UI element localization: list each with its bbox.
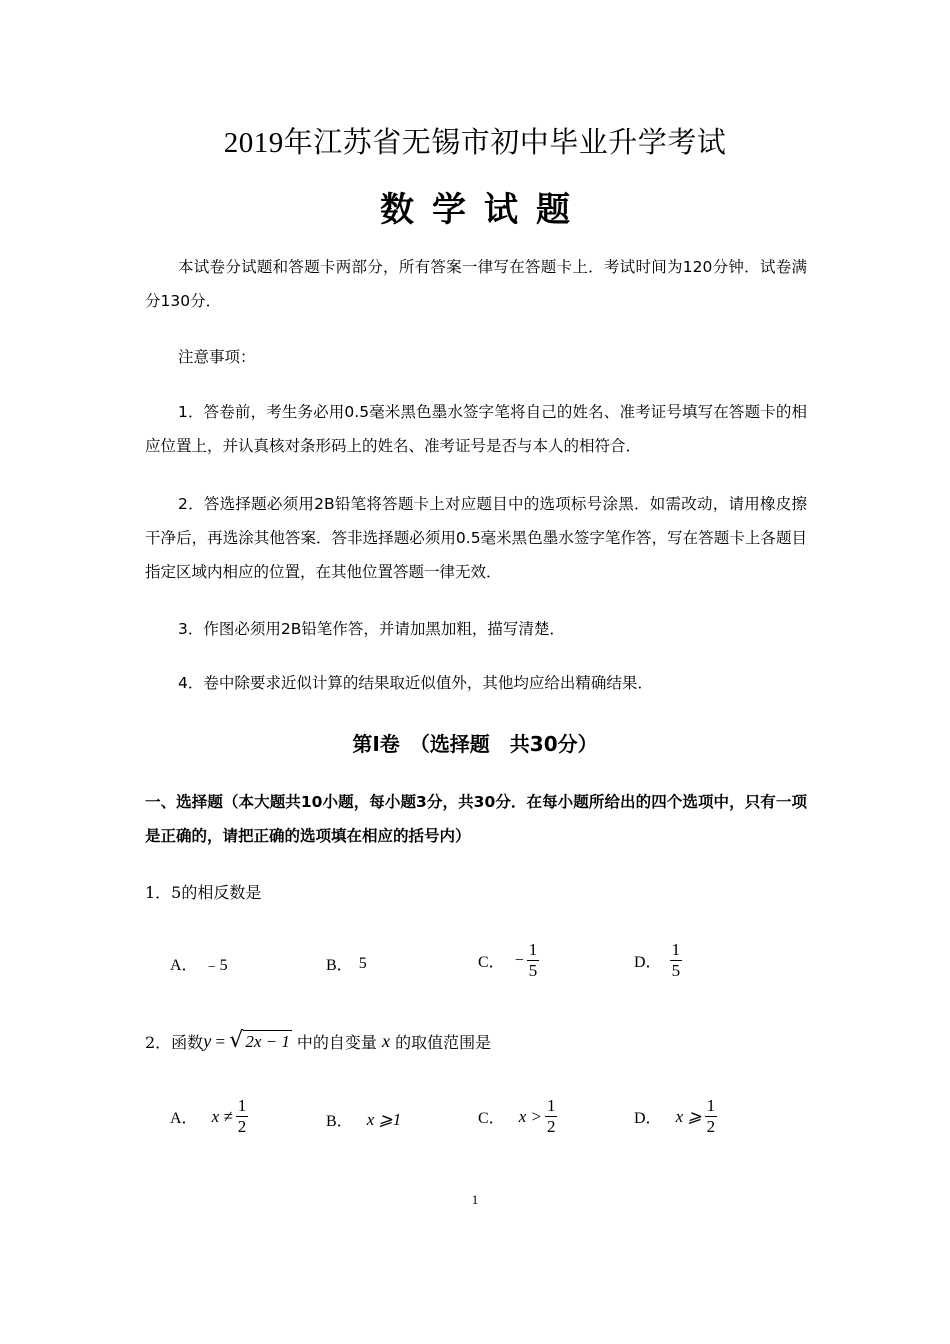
question-1-stem: 1．5的相反数是 (145, 883, 262, 902)
q2-eq: = (211, 1031, 230, 1051)
q2-option-b-expr: x ⩾1 (366, 1109, 402, 1129)
exam-title: 2019年江苏省无锡市初中毕业升学考试 (223, 127, 727, 159)
q1-option-b-value: 5 (358, 954, 367, 972)
q2-option-a-numerator: 1 (237, 1096, 247, 1115)
q1-option-c-numerator: 1 (528, 940, 538, 959)
notice-item-1: 1．答卷前，考生务必用0.5毫米黑色墨水签字笔将自己的姓名、准考证号填写在答题卡的相应位置上，并认真核对条形码上的姓名、准考证号是否与本人的相符合． (145, 403, 807, 455)
q1-option-d-numerator: 1 (671, 940, 681, 959)
q2-option-d-fraction (705, 1096, 718, 1137)
q1-option-b (326, 952, 367, 975)
notice-item-4: 4．卷中除要求近似计算的结果取近似值外，其他均应给出精确结果． (178, 674, 653, 692)
notice-label: 注意事项： (178, 348, 256, 366)
q2-option-a-fraction (236, 1096, 249, 1137)
q1-option-c-label: C． (478, 954, 505, 971)
q2-option-c-expr: x > (518, 1106, 542, 1126)
q1-option-c-sign: − (514, 951, 524, 969)
q2-option-d-denominator: 2 (706, 1117, 716, 1136)
q2-suffix: 的取值范围是 (390, 1033, 492, 1052)
q1-option-d-fraction (670, 940, 683, 981)
q2-option-a (170, 1096, 248, 1137)
notice-item-3: 3．作图必须用2B铅笔作答，并请加黑加粗，描写清楚． (178, 620, 565, 638)
q2-y: y (203, 1031, 212, 1051)
q2-option-b (326, 1108, 401, 1131)
part1-heading (145, 785, 807, 853)
q2-middle: 中的自变量 (291, 1033, 383, 1052)
q2-option-a-label: A． (170, 1110, 198, 1127)
q2-radicand: 2x − 1 (245, 1032, 290, 1051)
q2-option-a-denominator: 2 (237, 1117, 247, 1136)
intro-paragraph: 本试卷分试题和答题卡两部分，所有答案一律写在答题卡上．考试时间为120分钟．试卷满分130分． (145, 258, 807, 310)
question-2-stem (145, 1030, 491, 1053)
notice-item-2: 2．答选择题必须用2B铅笔将答题卡上对应题目中的选项标号涂黑．如需改动，请用橡皮擦干净后，再选涂其他答案．答非选择题必须用0.5毫米黑色墨水签字笔作答，写在答题卡上各题目指定区域内相应的位置，在其他位置答题一律无效． (145, 495, 807, 581)
q2-x: x (382, 1031, 391, 1051)
q1-option-d (634, 940, 682, 981)
q2-option-c-numerator: 1 (546, 1096, 556, 1115)
q2-prefix: 2．函数 (145, 1033, 204, 1052)
q1-option-d-label: D． (634, 954, 662, 971)
q1-option-c-denominator: 5 (528, 961, 538, 980)
q1-option-a (170, 952, 228, 975)
part1-heading-rest: （本大题共10小题，每小题3分，共30分．在每小题所给出的四个选项中，只有一项是正确的，请把正确的选项填在相应的括号内） (145, 793, 807, 845)
q1-option-a-value: ﹣5 (203, 957, 228, 974)
q2-sqrt (229, 1030, 292, 1053)
q1-option-a-label: A． (170, 957, 198, 974)
q2-option-c-label: C． (478, 1110, 505, 1127)
q1-option-b-label: B． (326, 957, 353, 974)
exam-subtitle: 数学试题 (380, 190, 588, 230)
page-number: 1 (471, 1192, 479, 1207)
q1-option-c-fraction (527, 940, 540, 981)
q2-option-a-expr: x ≠ (211, 1106, 233, 1126)
q2-option-d (634, 1096, 717, 1137)
part1-heading-bold: 一、选择题 (145, 793, 223, 811)
q1-option-c (478, 940, 539, 981)
q2-option-b-label: B． (326, 1113, 353, 1130)
section-heading: 第Ⅰ卷 （选择题 共30分） (352, 732, 598, 756)
q2-option-d-expr: x ⩾ (675, 1106, 702, 1126)
q2-option-c (478, 1096, 557, 1137)
q2-option-d-label: D． (634, 1110, 662, 1127)
sqrt-icon: √ (229, 1028, 244, 1053)
q2-option-c-denominator: 2 (546, 1117, 556, 1136)
q1-option-d-denominator: 5 (671, 961, 681, 980)
q2-option-c-fraction (545, 1096, 558, 1137)
q2-option-d-numerator: 1 (706, 1096, 716, 1115)
